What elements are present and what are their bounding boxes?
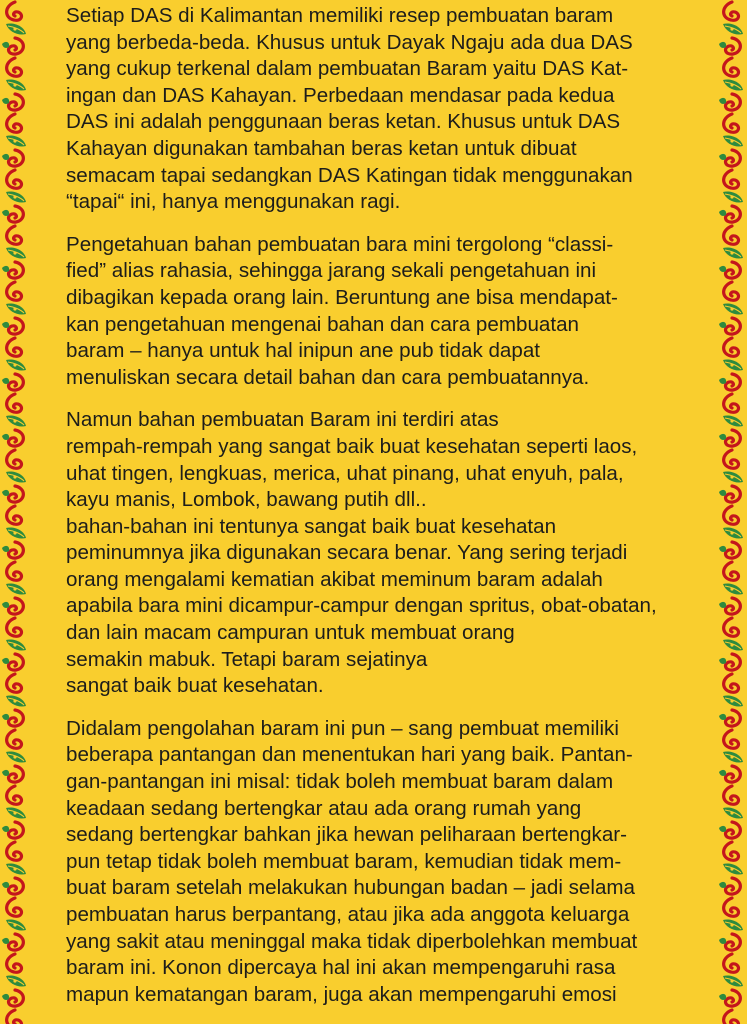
text-line: orang mengalami kematian akibat meminum baram adalah [66, 567, 603, 591]
text-line: bahan-bahan ini tentunya sangat baik buat kesehatan [66, 514, 557, 538]
text-line: peminumnya jika digunakan secara benar. Yang sering terjadi [66, 541, 628, 565]
text-line: semakin mabuk. Tetapi baram sejatinya [66, 647, 428, 671]
paragraph-4 [66, 716, 736, 1009]
text-line: uhat tingen, lengkuas, merica, uhat pinang, uhat enyuh, pala, [66, 461, 624, 485]
paragraph-3 [66, 407, 736, 700]
text-line: rempah-rempah yang sangat baik buat kesehatan seperti laos, [66, 434, 638, 458]
text-line: Pengetahuan bahan pembuatan bara mini tergolong “classi- [66, 232, 614, 256]
text-line: dan lain macam campuran untuk membuat orang [66, 621, 515, 645]
text-line: ingan dan DAS Kahayan. Perbedaan mendasar pada kedua [66, 83, 615, 107]
text-line: pun tetap tidak boleh membuat baram, kemudian tidak mem- [66, 849, 622, 873]
dayak-ornament-border-icon [0, 0, 30, 1024]
text-line: pembuatan harus berpantang, atau jika ada anggota keluarga [66, 903, 630, 926]
text-line: baram – hanya untuk hal inipun ane pub tidak dapat [66, 339, 541, 363]
text-line: semacam tapai sedangkan DAS Katingan tidak menggunakan [66, 163, 633, 187]
text-line: Didalam pengolahan baram ini pun – sang pembuat memiliki [66, 716, 619, 740]
text-line: gan-pantangan ini misal: tidak boleh membuat baram dalam [66, 770, 614, 794]
text-line: keadaan sedang bertengkar atau ada orang rumah yang [66, 796, 582, 820]
text-line: beberapa pantangan dan menentukan hari yang baik. Pantan- [66, 743, 633, 767]
paragraph-2 [66, 232, 736, 392]
text-line: DAS ini adalah penggunaan beras ketan. Khusus untuk DAS [66, 110, 621, 134]
text-line: dibagikan kepada orang lain. Beruntung ane bisa mendapat- [66, 285, 618, 309]
text-line: fied” alias rahasia, sehingga jarang sekali pengetahuan ini [66, 259, 597, 283]
text-line: “tapai“ ini, hanya menggunakan ragi. [66, 190, 401, 214]
text-line: yang sakit atau meninggal maka tidak diperbolehkan membuat [66, 929, 638, 953]
text-line: yang cukup terkenal dalam pembuatan Baram yaitu DAS Kat- [66, 57, 629, 81]
text-line: Kahayan digunakan tambahan beras ketan untuk dibuat [66, 136, 577, 160]
text-line: baram ini. Konon dipercaya hal ini akan mempengaruhi rasa [66, 956, 616, 980]
paragraph-1 [66, 0, 736, 216]
text-line: yang berbeda-beda. Khusus untuk Dayak Ngaju ada dua DAS [66, 30, 633, 54]
text-line: kan pengetahuan mengenai bahan dan cara pembuatan [66, 312, 579, 336]
text-line: sangat baik buat kesehatan. [66, 674, 324, 698]
text-line: apabila bara mini dicampur-campur dengan spritus, obat-obatan, [66, 594, 657, 618]
text-line: buat baram setelah melakukan hubungan badan – jadi selama [66, 876, 636, 900]
article-body [66, 0, 736, 1024]
text-line: Namun bahan pembuatan Baram ini terdiri atas [66, 408, 499, 432]
text-line: sedang bertengkar bahkan jika hewan peliharaan bertengkar- [66, 823, 627, 847]
text-line: Setiap DAS di Kalimantan memiliki resep pembuatan baram [66, 4, 614, 27]
text-line: mapun kematangan baram, juga akan mempengaruhi emosi [66, 982, 617, 1006]
text-line: menuliskan secara detail bahan dan cara pembuatannya. [66, 365, 590, 389]
left-ornament-border [0, 0, 30, 1024]
text-line: kayu manis, Lombok, bawang putih dll.. [66, 488, 427, 512]
